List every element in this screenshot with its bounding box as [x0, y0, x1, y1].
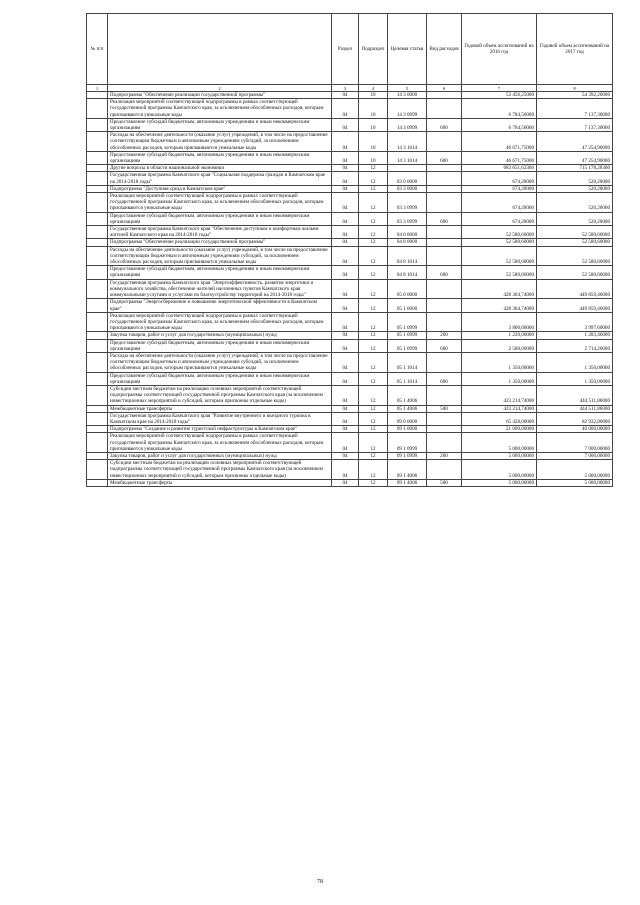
row-section-cell: 04: [332, 372, 359, 385]
row-section-cell: 04: [332, 172, 359, 185]
row-amount-2017-cell: 5 000,00000: [537, 460, 613, 480]
table-row: [87, 433, 613, 453]
table-row: [87, 312, 613, 332]
col-number: 7: [462, 85, 537, 92]
row-num-cell: [87, 412, 108, 425]
table-row: [87, 352, 613, 372]
row-subsection-cell: 12: [359, 460, 388, 480]
row-num-cell: [87, 352, 108, 372]
table-row: [87, 246, 613, 266]
table-row: [87, 452, 613, 459]
table-row: [87, 339, 613, 352]
row-num-cell: [87, 279, 108, 299]
row-subsection-cell: 12: [359, 193, 388, 213]
row-amount-2017-cell: 5 000,00000: [537, 479, 613, 486]
row-subsection-cell: 12: [359, 412, 388, 425]
row-amount-2017-cell: 47 254,90000: [537, 151, 613, 164]
row-name-cell: Реализация мероприятий соответствующей подпрограммы в рамках соответствующей государственной программы Камчатского края, за исключением обособленных расходов, которым присваиваются уникальные коды: [108, 433, 332, 453]
row-num-cell: [87, 239, 108, 246]
row-section-cell: 04: [332, 226, 359, 239]
row-target-cell: 09 1 0999: [388, 433, 427, 453]
row-amount-2017-cell: 1 350,00000: [537, 372, 613, 385]
row-subsection-cell: 12: [359, 226, 388, 239]
row-subsection-cell: 12: [359, 165, 388, 172]
row-target-cell: 09 0 0000: [388, 412, 427, 425]
row-amount-2016-cell: 6 784,50000: [462, 118, 537, 131]
row-section-cell: 04: [332, 193, 359, 213]
table-row: [87, 185, 613, 192]
row-subsection-cell: 10: [359, 151, 388, 164]
row-type-cell: [427, 385, 462, 405]
row-amount-2016-cell: 428 364,74000: [462, 279, 537, 299]
row-amount-2017-cell: 7 000,00000: [537, 452, 613, 459]
row-subsection-cell: 12: [359, 433, 388, 453]
row-type-cell: [427, 433, 462, 453]
row-section-cell: 04: [332, 460, 359, 480]
row-num-cell: [87, 212, 108, 225]
row-section-cell: 04: [332, 246, 359, 266]
row-name-cell: Межбюджетные трансферты: [108, 479, 332, 486]
row-amount-2017-cell: 449 859,46000: [537, 299, 613, 312]
row-subsection-cell: 10: [359, 132, 388, 152]
row-subsection-cell: 12: [359, 426, 388, 433]
row-section-cell: 04: [332, 266, 359, 279]
row-num-cell: [87, 372, 108, 385]
row-name-cell: Подпрограмма "Обеспечение реализации государственной программы": [108, 239, 332, 246]
row-type-cell: 600: [427, 118, 462, 131]
row-num-cell: [87, 193, 108, 213]
row-name-cell: Расходы на обеспечение деятельности (оказание услуг) учреждений, в том числе на предоставление соответствующим бюджетным и автономным учреждениям субсидий, за исключением обособленных расходов, которым присваиваются уникальные коды: [108, 352, 332, 372]
row-section-cell: 04: [332, 479, 359, 486]
table-row: [87, 299, 613, 312]
row-subsection-cell: 10: [359, 99, 388, 119]
row-target-cell: 03 3 0000: [388, 185, 427, 192]
row-type-cell: [427, 132, 462, 152]
row-subsection-cell: 12: [359, 452, 388, 459]
header-section: Раздел: [332, 14, 359, 85]
row-num-cell: [87, 132, 108, 152]
row-target-cell: 05 1 4006: [388, 385, 427, 405]
row-amount-2017-cell: 52 580,60000: [537, 266, 613, 279]
row-target-cell: 04 8 1014: [388, 246, 427, 266]
header-subsection: Подраздел: [359, 14, 388, 85]
row-target-cell: 05 1 1014: [388, 372, 427, 385]
row-section-cell: 04: [332, 426, 359, 433]
row-amount-2017-cell: 444 511,86000: [537, 405, 613, 412]
row-type-cell: [427, 246, 462, 266]
row-subsection-cell: 12: [359, 385, 388, 405]
row-type-cell: 600: [427, 151, 462, 164]
row-target-cell: 04 8 1014: [388, 266, 427, 279]
row-num-cell: [87, 246, 108, 266]
row-amount-2017-cell: 3 997,60000: [537, 312, 613, 332]
row-amount-2017-cell: 52 580,60000: [537, 239, 613, 246]
row-name-cell: Предоставление субсидий бюджетным, автономным учреждениям и иным некоммерческим организациям: [108, 212, 332, 225]
row-type-cell: [427, 352, 462, 372]
row-target-cell: 14 3 0000: [388, 92, 427, 99]
row-target-cell: 04 8 0000: [388, 239, 427, 246]
row-name-cell: Реализация мероприятий соответствующей подпрограммы в рамках соответствующей государственной программы Камчатского края, за исключением обособленных расходов, которым присваиваются уникальные коды: [108, 312, 332, 332]
header-name: [108, 14, 332, 85]
row-num-cell: [87, 433, 108, 453]
row-type-cell: [427, 172, 462, 185]
row-section-cell: 04: [332, 118, 359, 131]
row-section-cell: 04: [332, 412, 359, 425]
row-amount-2016-cell: 428 364,74000: [462, 299, 537, 312]
table-row: [87, 405, 613, 412]
row-name-cell: Расходы на обеспечение деятельности (оказание услуг) учреждений, в том числе на предоставление соответствующим бюджетным и автономным учреждениям субсидий, за исключением обособленных расходов, которым присваиваются уникальные коды: [108, 246, 332, 266]
row-amount-2016-cell: 5 000,00000: [462, 433, 537, 453]
row-target-cell: 03 3 0999: [388, 193, 427, 213]
row-target-cell: 05 1 0999: [388, 339, 427, 352]
row-amount-2017-cell: 54 392,20000: [537, 92, 613, 99]
column-number-row: [87, 85, 613, 92]
table-row: [87, 332, 613, 339]
row-amount-2016-cell: 5 000,00000: [462, 479, 537, 486]
table-header-row: [87, 14, 613, 85]
table-row: [87, 193, 613, 213]
row-section-cell: 04: [332, 239, 359, 246]
row-name-cell: Подпрограмма "Обеспечение реализации государственной программы": [108, 92, 332, 99]
row-num-cell: [87, 92, 108, 99]
row-amount-2017-cell: 1 350,00000: [537, 352, 613, 372]
col-number: 4: [359, 85, 388, 92]
table-row: [87, 460, 613, 480]
row-name-cell: Предоставление субсидий бюджетным, автономным учреждениям и иным некоммерческим организациям: [108, 372, 332, 385]
row-target-cell: 09 1 4006: [388, 479, 427, 486]
row-amount-2016-cell: 674,20000: [462, 212, 537, 225]
row-amount-2016-cell: 3 800,00000: [462, 312, 537, 332]
row-amount-2016-cell: 423 214,74000: [462, 405, 537, 412]
row-amount-2017-cell: 40 000,00000: [537, 426, 613, 433]
row-amount-2016-cell: 52 580,60000: [462, 239, 537, 246]
row-amount-2016-cell: 1 220,00000: [462, 332, 537, 339]
row-type-cell: [427, 92, 462, 99]
row-subsection-cell: 12: [359, 266, 388, 279]
row-section-cell: 04: [332, 299, 359, 312]
row-num-cell: [87, 226, 108, 239]
row-type-cell: 600: [427, 266, 462, 279]
row-amount-2016-cell: 674,20000: [462, 193, 537, 213]
budget-table: [86, 13, 613, 487]
row-subsection-cell: 12: [359, 239, 388, 246]
header-expense-type: Вид расходов: [427, 14, 462, 85]
row-amount-2016-cell: 674,20000: [462, 185, 537, 192]
row-target-cell: 05 0 0000: [388, 279, 427, 299]
col-number: 5: [388, 85, 427, 92]
row-subsection-cell: 12: [359, 312, 388, 332]
table-row: [87, 239, 613, 246]
row-section-cell: 04: [332, 185, 359, 192]
row-type-cell: [427, 226, 462, 239]
row-target-cell: 05 1 0999: [388, 312, 427, 332]
row-section-cell: 04: [332, 385, 359, 405]
row-amount-2016-cell: 65 428,00000: [462, 412, 537, 425]
header-num: № п/п: [87, 14, 108, 85]
row-amount-2016-cell: 683 651,62300: [462, 165, 537, 172]
row-section-cell: 04: [332, 352, 359, 372]
row-section-cell: 04: [332, 312, 359, 332]
row-type-cell: 600: [427, 212, 462, 225]
row-num-cell: [87, 312, 108, 332]
table-row: [87, 99, 613, 119]
row-target-cell: 14 3 0999: [388, 118, 427, 131]
row-target-cell: 14 3 1014: [388, 132, 427, 152]
row-section-cell: 04: [332, 165, 359, 172]
row-name-cell: Предоставление субсидий бюджетным, автономным учреждениям и иным некоммерческим организациям: [108, 151, 332, 164]
row-amount-2016-cell: 2 580,00000: [462, 339, 537, 352]
row-amount-2017-cell: 52 580,60000: [537, 226, 613, 239]
row-type-cell: 600: [427, 339, 462, 352]
row-name-cell: Реализация мероприятий соответствующей подпрограммы в рамках соответствующей государственной программы Камчатского края, за исключением обособленных расходов, которым присваиваются уникальные коды: [108, 193, 332, 213]
row-target-cell: 04 0 0000: [388, 226, 427, 239]
row-amount-2017-cell: 520,20000: [537, 193, 613, 213]
row-section-cell: 04: [332, 279, 359, 299]
row-num-cell: [87, 99, 108, 119]
row-section-cell: 04: [332, 339, 359, 352]
row-type-cell: [427, 312, 462, 332]
table-row: [87, 266, 613, 279]
row-section-cell: 04: [332, 151, 359, 164]
row-target-cell: [388, 165, 427, 172]
row-type-cell: [427, 165, 462, 172]
row-amount-2016-cell: 6 784,50000: [462, 99, 537, 119]
row-type-cell: [427, 426, 462, 433]
row-num-cell: [87, 479, 108, 486]
row-subsection-cell: 12: [359, 405, 388, 412]
row-amount-2016-cell: 1 350,00000: [462, 372, 537, 385]
row-num-cell: [87, 332, 108, 339]
row-target-cell: 14 3 0999: [388, 99, 427, 119]
col-number: 8: [537, 85, 613, 92]
row-name-cell: Межбюджетные трансферты: [108, 405, 332, 412]
row-type-cell: [427, 279, 462, 299]
header-target: Целевая статья: [388, 14, 427, 85]
row-target-cell: 09 1 0000: [388, 426, 427, 433]
row-name-cell: Закупка товаров, работ и услуг для государственных (муниципальных) нужд: [108, 332, 332, 339]
row-section-cell: 04: [332, 433, 359, 453]
row-amount-2016-cell: 46 671,75000: [462, 132, 537, 152]
table-body: [87, 92, 613, 487]
row-target-cell: 05 1 1014: [388, 352, 427, 372]
row-amount-2017-cell: 520,20000: [537, 185, 613, 192]
row-num-cell: [87, 339, 108, 352]
row-name-cell: Субсидии местным бюджетам на реализацию основных мероприятий соответствующей подпрограммы соответствующей государственной программы Камчатского края (за исключением инвестиционных мероприятий и субсидий, которым присвоены отдельные коды): [108, 460, 332, 480]
row-name-cell: Другие вопросы в области национальной экономики: [108, 165, 332, 172]
col-number: 6: [427, 85, 462, 92]
row-subsection-cell: 12: [359, 185, 388, 192]
row-name-cell: Расходы на обеспечение деятельности (оказание услуг) учреждений, в том числе на предоставление соответствующим бюджетным и автономным учреждениям субсидий, за исключением обособленных расходов, которым присваиваются уникальные коды: [108, 132, 332, 152]
row-target-cell: 05 1 0999: [388, 332, 427, 339]
row-type-cell: [427, 460, 462, 480]
row-subsection-cell: 12: [359, 279, 388, 299]
col-number: 3: [332, 85, 359, 92]
row-amount-2017-cell: 444 511,86000: [537, 385, 613, 405]
table-row: [87, 172, 613, 185]
row-type-cell: 600: [427, 372, 462, 385]
row-name-cell: Государственная программа Камчатского края "Развитие внутреннего и въездного туризма в Камчатском крае на 2014-2018 годы": [108, 412, 332, 425]
row-amount-2017-cell: 1 283,40000: [537, 332, 613, 339]
row-name-cell: Предоставление субсидий бюджетным, автономным учреждениям и иным некоммерческим организациям: [108, 339, 332, 352]
row-subsection-cell: 12: [359, 332, 388, 339]
row-num-cell: [87, 405, 108, 412]
page-number: 78: [317, 879, 323, 885]
row-section-cell: 04: [332, 405, 359, 412]
row-section-cell: 04: [332, 452, 359, 459]
row-name-cell: Подпрограмма "Создание и развитие туристской инфраструктуры в Камчатском крае": [108, 426, 332, 433]
row-type-cell: [427, 185, 462, 192]
row-subsection-cell: 12: [359, 172, 388, 185]
table-row: [87, 426, 613, 433]
row-name-cell: Подпрограмма "Энергосбережение и повышение энергетической эффективности в Камчатском крае": [108, 299, 332, 312]
row-type-cell: 500: [427, 405, 462, 412]
header-amount-2017: Годовой объем ассигнований на 2017 год: [537, 14, 613, 85]
row-name-cell: Подпрограмма "Доступная среда в Камчатском крае": [108, 185, 332, 192]
row-type-cell: 200: [427, 452, 462, 459]
row-amount-2016-cell: 46 671,75000: [462, 151, 537, 164]
row-target-cell: 05 1 0000: [388, 299, 427, 312]
table-row: [87, 92, 613, 99]
row-subsection-cell: 10: [359, 92, 388, 99]
row-amount-2017-cell: 52 580,60000: [537, 246, 613, 266]
row-type-cell: 200: [427, 332, 462, 339]
row-num-cell: [87, 118, 108, 131]
row-num-cell: [87, 151, 108, 164]
row-name-cell: Государственная программа Камчатского края "Социальная поддержка граждан в Камчатском крае на 2014-2018 годы": [108, 172, 332, 185]
row-section-cell: 04: [332, 92, 359, 99]
row-subsection-cell: 12: [359, 299, 388, 312]
row-target-cell: 09 1 4006: [388, 460, 427, 480]
row-num-cell: [87, 266, 108, 279]
row-name-cell: Государственная программа Камчатского края "Обеспечение доступным и комфортным жильем жителей Камчатского края на 2014-2018 годы": [108, 226, 332, 239]
row-amount-2016-cell: 674,20000: [462, 172, 537, 185]
row-subsection-cell: 12: [359, 372, 388, 385]
table-row: [87, 372, 613, 385]
row-num-cell: [87, 452, 108, 459]
row-target-cell: 05 1 4006: [388, 405, 427, 412]
header-amount-2016: Годовой объем ассигнований на 2016 год: [462, 14, 537, 85]
row-amount-2016-cell: 21 000,00000: [462, 426, 537, 433]
row-type-cell: [427, 299, 462, 312]
row-type-cell: [427, 412, 462, 425]
row-type-cell: [427, 193, 462, 213]
row-num-cell: [87, 385, 108, 405]
row-amount-2016-cell: 423 214,74000: [462, 385, 537, 405]
table-row: [87, 279, 613, 299]
row-amount-2017-cell: 2 714,20000: [537, 339, 613, 352]
row-amount-2016-cell: 1 350,00000: [462, 352, 537, 372]
row-subsection-cell: 12: [359, 212, 388, 225]
row-amount-2017-cell: 7 137,30000: [537, 99, 613, 119]
table-row: [87, 165, 613, 172]
table-row: [87, 385, 613, 405]
row-subsection-cell: 12: [359, 246, 388, 266]
row-amount-2017-cell: 7 137,30000: [537, 118, 613, 131]
row-name-cell: Предоставление субсидий бюджетным, автономным учреждениям и иным некоммерческим организациям: [108, 266, 332, 279]
row-subsection-cell: 10: [359, 118, 388, 131]
table-row: [87, 479, 613, 486]
row-amount-2017-cell: 520,20000: [537, 212, 613, 225]
row-target-cell: 03 0 0000: [388, 172, 427, 185]
row-subsection-cell: 12: [359, 479, 388, 486]
table-row: [87, 212, 613, 225]
row-name-cell: Закупка товаров, работ и услуг для государственных (муниципальных) нужд: [108, 452, 332, 459]
row-num-cell: [87, 172, 108, 185]
row-target-cell: 09 1 0999: [388, 452, 427, 459]
row-num-cell: [87, 299, 108, 312]
row-amount-2017-cell: 7 000,00000: [537, 433, 613, 453]
row-num-cell: [87, 165, 108, 172]
row-name-cell: Государственная программа Камчатского края "Энергоэффективность, развитие энергетики и коммунального хозяйства, обеспечение жителей населенных пунктов Камчатского края коммунальными услугами и услугами по благоустройству территорий на 2014-2018 годы": [108, 279, 332, 299]
row-name-cell: Субсидии местным бюджетам на реализацию основных мероприятий соответствующей подпрограммы соответствующей государственной программы Камчатского края (за исключением инвестиционных мероприятий и субсидий, которым присвоены отдельные коды): [108, 385, 332, 405]
table-row: [87, 118, 613, 131]
row-section-cell: 04: [332, 132, 359, 152]
col-number: 1: [87, 85, 108, 92]
row-name-cell: Предоставление субсидий бюджетным, автономным учреждениям и иным некоммерческим организациям: [108, 118, 332, 131]
col-number: 2: [108, 85, 332, 92]
row-amount-2016-cell: 52 580,60000: [462, 266, 537, 279]
row-subsection-cell: 12: [359, 339, 388, 352]
row-amount-2016-cell: 52 580,60000: [462, 246, 537, 266]
row-amount-2016-cell: 5 000,00000: [462, 452, 537, 459]
row-subsection-cell: 12: [359, 352, 388, 372]
table-row: [87, 151, 613, 164]
row-amount-2017-cell: 47 254,90000: [537, 132, 613, 152]
table-row: [87, 412, 613, 425]
row-type-cell: 500: [427, 479, 462, 486]
row-target-cell: 14 3 1014: [388, 151, 427, 164]
row-amount-2017-cell: 449 859,46000: [537, 279, 613, 299]
row-amount-2016-cell: 52 580,60000: [462, 226, 537, 239]
row-type-cell: [427, 239, 462, 246]
row-name-cell: Реализация мероприятий соответствующей подпрограммы в рамках соответствующей государственной программы Камчатского края, за исключением обособленных расходов, которым присваиваются уникальные коды: [108, 99, 332, 119]
table-row: [87, 132, 613, 152]
row-section-cell: 04: [332, 99, 359, 119]
row-type-cell: [427, 99, 462, 119]
row-section-cell: 04: [332, 212, 359, 225]
table-row: [87, 226, 613, 239]
row-num-cell: [87, 460, 108, 480]
row-amount-2017-cell: 82 932,80000: [537, 412, 613, 425]
row-amount-2017-cell: 715 178,28300: [537, 165, 613, 172]
row-amount-2016-cell: 53 456,25000: [462, 92, 537, 99]
row-num-cell: [87, 185, 108, 192]
row-section-cell: 04: [332, 332, 359, 339]
row-amount-2017-cell: 520,20000: [537, 172, 613, 185]
row-target-cell: 03 3 0999: [388, 212, 427, 225]
row-amount-2016-cell: 5 000,00000: [462, 460, 537, 480]
row-num-cell: [87, 426, 108, 433]
